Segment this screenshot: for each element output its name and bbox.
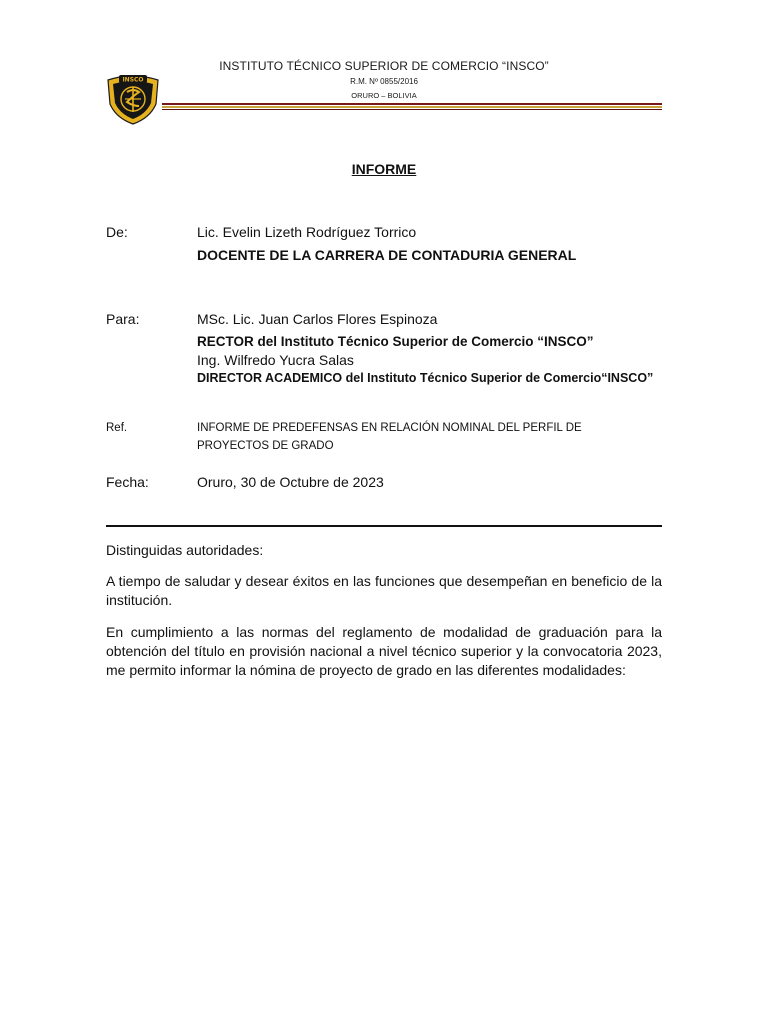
- institution-location: ORURO – BOLIVIA: [351, 91, 417, 100]
- institution-resolution: R.M. Nº 0855/2016: [350, 77, 418, 86]
- to-label: Para:: [106, 311, 140, 327]
- to-name-rector: MSc. Lic. Juan Carlos Flores Espinoza: [197, 311, 438, 327]
- ref-label: Ref.: [106, 422, 128, 434]
- ref-line-2: PROYECTOS DE GRADO: [197, 440, 334, 452]
- paragraph-main: En cumplimiento a las normas del reglamento de modalidad de graduación para la obtención del título en provisión nacional a nivel técnico superior y la convocatoria 2023, me permito informar la nómina de proyecto de grado en las diferentes modalidades:: [106, 624, 662, 678]
- date-value: Oruro, 30 de Octubre de 2023: [197, 474, 384, 490]
- greeting: Distinguidas autoridades:: [106, 542, 264, 558]
- to-role-rector: RECTOR del Instituto Técnico Superior de Comercio “INSCO”: [197, 334, 594, 349]
- to-role-director: DIRECTOR ACADEMICO del Instituto Técnico Superior de Comercio“INSCO”: [197, 371, 654, 385]
- from-role: DOCENTE DE LA CARRERA DE CONTADURIA GENERAL: [197, 247, 577, 263]
- ref-line-1: INFORME DE PREDEFENSAS EN RELACIÓN NOMINAL DEL PERFIL DE: [197, 422, 582, 434]
- paragraph-greeting: A tiempo de saludar y desear éxitos en las funciones que desempeñan en beneficio de la institución.: [106, 573, 662, 608]
- header-divider-gold: [162, 106, 662, 108]
- to-name-director: Ing. Wilfredo Yucra Salas: [197, 352, 354, 368]
- header-divider-thin: [162, 109, 662, 110]
- from-name: Lic. Evelin Lizeth Rodríguez Torrico: [197, 224, 417, 240]
- section-separator: [106, 525, 662, 527]
- institution-logo: [104, 72, 162, 126]
- document-title: INFORME: [351, 161, 417, 177]
- logo-text: INSCO: [122, 76, 144, 84]
- institution-name: INSTITUTO TÉCNICO SUPERIOR DE COMERCIO “INSCO”: [219, 59, 549, 73]
- date-label: Fecha:: [106, 474, 149, 490]
- from-label: De:: [106, 224, 128, 240]
- header-divider-dark: [162, 103, 662, 105]
